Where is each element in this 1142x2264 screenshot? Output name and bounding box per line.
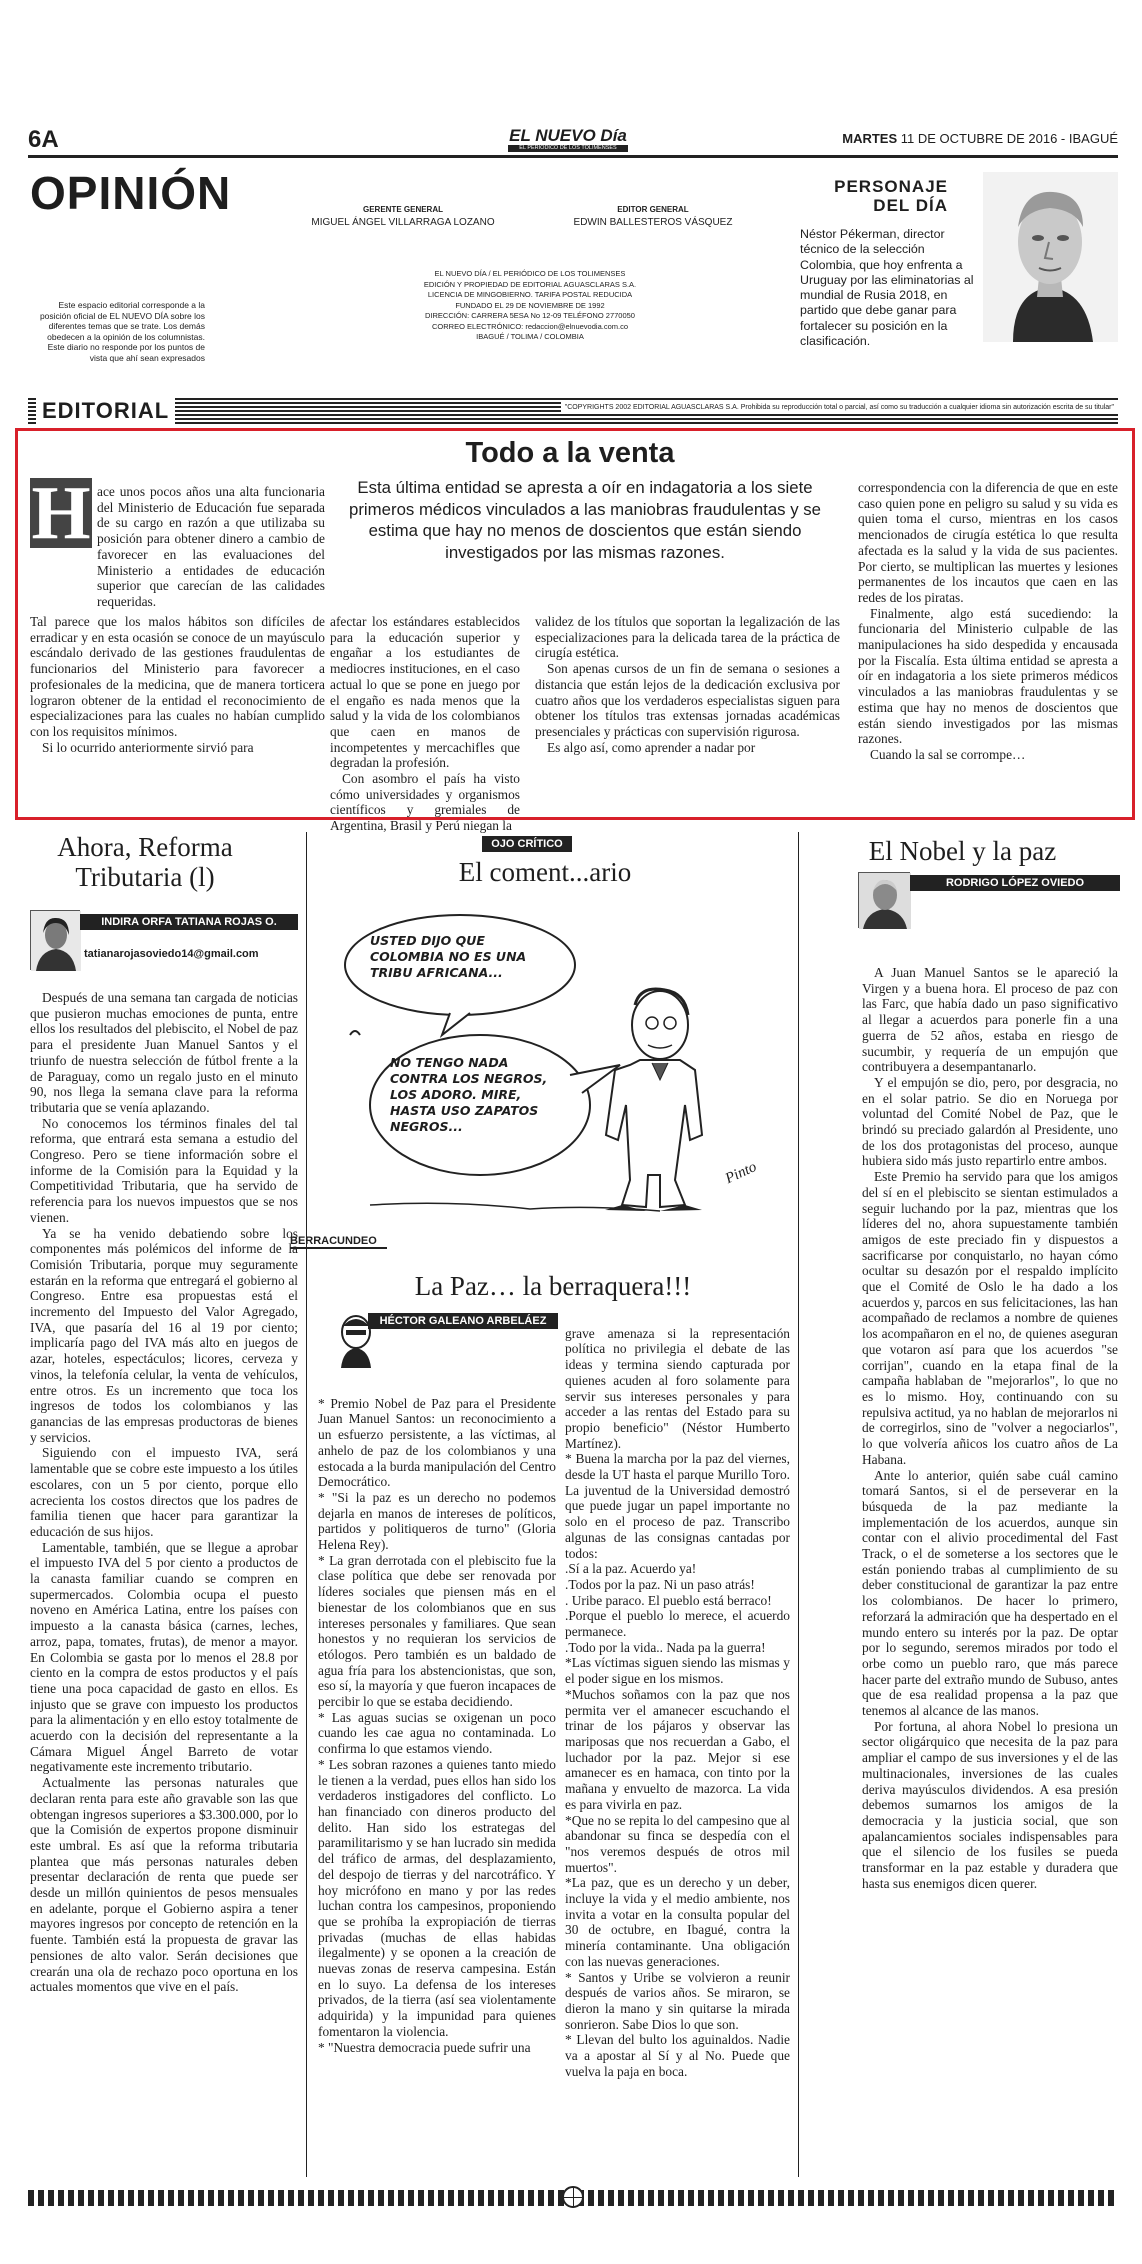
author-tag: INDIRA ORFA TATIANA ROJAS O. — [80, 914, 298, 930]
publisher-info — [400, 269, 660, 343]
left-column-body — [30, 990, 298, 2180]
editorial-paragraph: ace unos pocos años una alta funcionaria del Ministerio de Educación fue separada de su cargo en razón a que utilizaba su posición para obtener dinero a cambio de favorecer en las evaluaciones del Ministerio a entidades de educación superior que carecían de las calidades requeridas. — [97, 484, 325, 609]
author-tag: RODRIGO LÓPEZ OVIEDO — [910, 875, 1120, 891]
editorial-paragraph: Finalmente, algo está sucediendo: la funcionaria del Ministerio culpable de las manipulaciones ha sido despedida y encausada por la Fiscalía. Esta última entidad se apresta a oír en indagatoria a los siete primeros médicos vinculados a las maniobras fraudulentas y se estima que hay no menos de doscientos que están siendo investigados por las mismas razones. — [858, 605, 1118, 747]
editorial-column-1 — [97, 484, 325, 614]
date-rest: 11 DE OCTUBRE DE 2016 - IBAGUÉ — [900, 131, 1118, 146]
editorial-column-1-cont — [30, 614, 325, 814]
personaje-text: Néstor Pékerman, director técnico de la selección Colombia, que hoy enfrenta a Uruguay por las eliminatorias al mundial de Rusia 2018, en partido que debe ganar para fortalecer su posición en la clasificación. — [800, 227, 974, 349]
editorial-paragraph: Son apenas cursos de un fin de semana o sesiones a distancia que están lejos de la dedicación exclusiva por cuatro años que los verdaderos especialistas siguen para obtener los títulos tras extensas jornadas académicas presenciales y prácticas con supervisión rigurosa. — [535, 661, 840, 739]
personaje-title — [800, 177, 948, 215]
editorial-paragraph: Cuando la sal se corrompe… — [870, 746, 1026, 762]
publisher-line: CORREO ELECTRÓNICO: redaccion@elnuevodia.com.co — [431, 321, 628, 331]
header-rule — [28, 155, 1118, 158]
personaje-photo — [983, 172, 1118, 342]
editorial-paragraph: Es algo así, como aprender a nadar por — [547, 739, 756, 755]
editorial-paragraph: Con asombro el país ha visto cómo universidades y organismos científicos y gremiales de Argentina, Brasil y Perú niegan la — [330, 771, 520, 834]
general-editor-label: EDITOR GENERAL — [617, 205, 689, 214]
editorial-paragraph: Tal parece que los malos hábitos son difíciles de erradicar y en esta ocasión se conoce de un mayúsculo escándalo derivado de las gestiones fraudulentas de funcionarios del Ministerio para favorecer a profesionales de la medicina, que de manera torticera lograron obtener de la entidad el reconocimiento de especializaciones para las cuales no habían cumplido con los requisitos mínimos. — [30, 614, 325, 739]
author-photo-lopez — [858, 872, 910, 928]
editorial-paragraph: Si lo ocurrido anteriormente sirvió para — [42, 739, 254, 755]
author-email[interactable]: tatianarojasoviedo14@gmail.com — [84, 948, 259, 960]
column-paragraph: No conocemos los términos finales del tal reforma, que entrará esta semana a estudio del Congreso. Pero se tiene información sobre el informe de la Comisión para la Equidad y la Competitividad Tributaria, que ha servido de referencia para los nuevos impuestos que se nos vienen. — [30, 1115, 298, 1225]
cartoon-title: El coment...ario — [458, 857, 632, 887]
general-editor-name: EDWIN BALLESTEROS VÁSQUEZ — [573, 217, 733, 228]
editorial-paragraph: correspondencia con la diferencia de que en este caso quien pone en peligro su salud y su vida es quien toma el curso, mientras en los casos mencionados de cirugía estética lo que resulta afectada es la salud y la vida de sus pacientes. Por cierto, se multiplican las muertes y lesiones permanentes de los incautos que caen en las redes de los piratas. — [858, 480, 1118, 605]
page-header — [28, 127, 1118, 153]
editorial-pullquote: Esta última entidad se apresta a oír en indagatoria a los siete primeros médicos vinculados a las maniobras fraudulentas y se estima que hay no menos de doscientos que están siendo investigados por las mismas razones. — [349, 478, 821, 562]
column-paragraph: Ya se ha venido debatiendo sobre los componentes más polémicos del informe de la Comisión Tributaria, porque muy seguramente estarán en la reforma que entregará el gobierno al Congreso. Entre esa propuestas está el incremento del Impuesto del Valor Agregado, IVA, que pasaría del 16 al 19 por ciento; implicaría pago del IVA más alto en juegos de azar, hoteles, espectáculos; licores, cerveza y vinos, la telefonía celular, la venta de vehículos, entre otros. Es un incremento que toca los ingresos de todos los colombianos y las ganancias de las empresas productoras de bienes y servicios. — [30, 1225, 298, 1445]
personaje-title-line1: PERSONAJE — [834, 177, 948, 196]
editorial-dropcap: H — [31, 471, 91, 555]
editorial-headline: Todo a la venta — [465, 437, 675, 469]
column-paragraph: Actualmente las personas naturales que declaran renta para este año gravable son las que obtengan ingresos superiores a $3.300.000, por lo que la Comisión de expertos propone disminuir este umbral. Es así que la reforma tributaria plantea que más personas naturales deben presentar declaración de renta que puede ser desde un millón quinientos de pesos mensuales en adelante, porque el Gobierno aspira a tener mayores ingresos por concepto de retención en la fuente. También está la propuesta de gravar las pensiones de alto valor. Serán decisiones que crearán una ola de rechazo poco oportuna en los actuales momentos que vive en el país. — [30, 1775, 298, 1995]
page-number: 6A — [28, 126, 59, 153]
pekerman-portrait — [983, 172, 1118, 342]
editorial-label: EDITORIAL — [36, 398, 175, 424]
column-paragraph: Ante lo anterior, quién sabe cuál camino tomará Santos, si el de perseverar en la búsqueda de la paz mediante la implementación de los acuerdos, aunque sin contar con el alivio procedimental del Fast Track, o el de someterse a los sectores que le están poniendo trabas al cumplimiento de su deber constitucional de garantizar la paz entre los colombianos. De hacer lo primero, reforzará la admiración que ha despertado en el mundo entero su interés por la paz. De optar por lo segundo, seremos mirados por todo el orbe como un pueblo raro, que más parece hacer parte del extraño mundo de Subuso, antes que de esa realidad propensa a la paz que tenemos al alcance de las manos. — [862, 1467, 1118, 1719]
publisher-line: EDICIÓN Y PROPIEDAD DE EDITORIAL AGUASCLARAS S.A. — [423, 279, 637, 289]
column-paragraph: Y el empujón se dio, pero, por desgracia, no en el solar patrio. Se dio en Noruega por voluntad del Comité Nobel de Paz, que le brindó su preciado galardón al Presidente, uno de los dos protagonistas del proceso, aunque hubiera sido más justo repartirlo entre ambos. — [862, 1074, 1118, 1169]
berracundeo-text: * Premio Nobel de Paz para el Presidente Juan Manuel Santos: un reconocimiento a un esfuerzo persistente, a las víctimas, al anhelo de paz de los colombianos y una estocada a la burda manipulación del Centro Democrático. * "Si la paz es un derecho no podemos dejarla en manos de intereses de políticos, partidos y politiqueros de turno" (Gloria Helena Rey). * La gran derrotada con el plebiscito fue la clase política que debe ser renovada por líderes sociales que piensen más en el bienestar de los colombianos que en sus intereses personales y familiares. Que sean honestos y no requieran los servicios de etólogos. Pero también es un baldado de agua fría para los abstencionistas, que son, eso sí, la mayoría y que fueron incapaces de percibir lo que se estaba decidiendo. * Las aguas sucias se oxigenan un poco cuando les cae agua no contaminada. Lo confirma lo que estamos viendo. * Les sobran razones a quienes tanto miedo le tienen a la verdad, pues ellos han sido los verdaderos instigadores del conflicto. Lo han financiado con dineros producto del delito. Han sido los estrategas del paramilitarismo y se han lucrado sin medida del tráfico de armas, del desplazamiento, del despojo de tierras y del narcotráfico. Y hoy micrófono en mano y por las redes luchan contra los campesinos, proponiendo que se prohíba la expropiación de tierras privadas (muchas de ellas habidas ilegalmente) y se oponen a la creación de nuevas zonas de reserva campesina. Están en lo suyo. La defensa de los intereses privados, de la tierra (así sea violentamente adquirida) y la impunidad para quienes fomentaron la violencia. * "Nuestra democracia puede sufrir una — [318, 1395, 556, 2055]
left-column-title: Ahora, Reforma Tributaria (l) — [57, 832, 233, 892]
editorial-column-2 — [330, 614, 520, 834]
cartoonist-signature: Pinto — [722, 1158, 760, 1188]
publisher-line: IBAGUÉ / TOLIMA / COLOMBIA — [476, 332, 584, 341]
general-manager-name: MIGUEL ÁNGEL VILLARRAGA LOZANO — [311, 217, 495, 228]
column-paragraph: A Juan Manuel Santos se le apareció la Virgen y a buena hora. El proceso de paz con las Farc, que había dado un paso significativo al llegar a acuerdos para ponerle fin a una guerra de 52 años, estaba en riesgo de sucumbir, y requería de un empujón que contribuyera a desempantanarlo. — [862, 965, 1118, 1075]
masthead-logo — [508, 127, 628, 152]
berracundeo-text: grave amenaza si la representación política no privilegia el debate de las ideas y termina siendo capturada por quienes acuden al foro solamente para servir sus intereses personales y para acceder a las rentas del Estado para su propio beneficio" (Néstor Humberto Martínez). * Buena la marcha por la paz del viernes, desde la UT hasta el parque Murillo Toro. La juventud de la Universidad demostró que puede jugar un papel importante no solo en el proceso de paz. Transcribo algunas de las consignas cantadas por todos: .Sí a la paz. Acuerdo ya! .Todos por la paz. Ni un paso atrás! . Uribe paraco. El pueblo está berraco! .Porque el pueblo lo merece, el acuerdo permanece. .Todo por la vida.. Nada pa la guerra! *Las víctimas siguen siendo las mismas y el poder sigue en los mismos. *Muchos soñamos con la paz que nos permita ver el amanecer escuchando el trinar de los pájaros y observar las mariposas que nos recuerdan a Gabo, el luchador por la paz. Mejor si ese amanecer es en hamaca, con tinto por la mañana y envuelto de mazorca. La vida es para vivirla en paz. *Que no se repita lo del campesino que al abandonar su finca se despedía con el "nos veremos después de otros mil muertos". *La paz, que es un derecho y un deber, incluye la vida y el medio ambiente, nos invita a votar en la consulta popular del 30 de octubre, en Ibagué, contra la minería contaminante. Una obligación con las nuevas generaciones. * Santos y Uribe se volvieron a reunir después de varios años. Se miraron, se dieron la mano y sin quitarse la mirada sonrieron. Sabe Dios lo que son. * Llevan del bulto los aguinaldos. Nadie va a apostar al Sí y al No. Puede que vuelva la paja en boca. — [565, 1325, 790, 2079]
column-paragraph: Siguiendo con el impuesto IVA, será lamentable que se cobre este impuesto a los útiles escolares, con un 5 por ciento, porque ello acrecienta los costos directos que los padres de familia tienen que hacer para garantizar la educación de sus hijos. — [30, 1445, 298, 1539]
berracundeo-section-tag: BERRACUNDEO — [290, 1235, 387, 1249]
speech-bubble-1: USTED DIJO QUE COLOMBIA NO ES UNA TRIBU AFRICANA... — [370, 933, 527, 980]
author-portrait — [859, 873, 911, 929]
publisher-line: LICENCIA DE MINGOBIERNO. TARIFA POSTAL REDUCIDA — [427, 290, 633, 299]
column-paragraph: Por fortuna, al ahora Nobel lo presiona un sector oligárquico que necesita de la paz para ampliar el campo de sus inversiones y el de las multinacionales, inversiones de las cuales deriva mayúsculos dividendos. A esa presión debemos sumarnos los amigos de la democracia y la justicia social, que son apalancamientos sociales indispensables para que el silencio de los fusiles se pueda transformar en la paz estable y duradera que hasta sus enemigos dicen querer. — [862, 1718, 1118, 1891]
editorial-paragraph: validez de los títulos que soportan la legalización de las especializaciones para la delicada tarea de la práctica de cirugía estética. — [535, 614, 840, 661]
registration-mark-icon — [562, 2186, 584, 2208]
column-divider — [798, 832, 799, 2177]
berracundeo-title: La Paz… la berraquera!!! — [414, 1271, 692, 1301]
right-column-body — [862, 965, 1118, 2177]
author-portrait — [31, 911, 81, 971]
cartoon-section-tag: OJO CRÍTICO — [482, 836, 572, 852]
berracundeo-column-1 — [318, 1380, 556, 2175]
column-paragraph: Este Premio ha servido para que los amigos del sí en el plebiscito se sientan estimulados a seguir luchando por la paz, mientras que los líderes del no, ahora supuestamente también amigos de este preciado fin y dispuestos a sacrificarse por conquistarlo, no hayan cómo ocultar su desazón por el respaldo implícito que el Comité de Oslo le ha dado a los acuerdos y, parcos en sus felicitaciones, las han acompañado de reclamos a nombre de quienes los acompañaron en el no, de quienes aseguran que votaron así para que los acuerdos "se corrijan", cuando en la etapa final de la campaña hablaban de "mejorarlos", lo que no es lo mismo. Hoy, continuando con su repulsiva actitud, ya no hablan de mejorarlos ni de corregirlos, sino de "volver a negociarlos", lo que volvería añicos los cuatro años de La Habana. — [862, 1169, 1118, 1467]
editorial-column-3 — [535, 614, 840, 810]
publisher-line: EL NUEVO DÍA / EL PERIÓDICO DE LOS TOLIMENSES — [434, 269, 626, 278]
publisher-line: FUNDADO EL 29 DE NOVIEMBRE DE 1992 — [455, 300, 605, 310]
copyright-notice: "COPYRIGHTS 2002 EDITORIAL AGUASCLARAS S.A. Prohibida su reproducción total o parcial, así como su traducción a cualquier idioma sin autorización escrita de su titular" — [561, 402, 1118, 414]
right-column-title: El Nobel y la paz — [868, 836, 1057, 866]
masthead-title: EL NUEVO Día — [509, 126, 627, 145]
editorial-disclaimer: Este espacio editorial corresponde a la posición oficial de EL NUEVO DÍA sobre los diferentes temas que se trate. Los demás obedecen a la opinión de los columnistas. Este diario no responde por los puntos de vista que ahí sean expresados — [39, 300, 205, 363]
publisher-line: DIRECCIÓN: CARRERA 5ESA No 12-09 TELÉFONO 2770050 — [425, 311, 635, 320]
masthead-subtitle: EL PERIÓDICO DE LOS TOLIMENSES — [508, 145, 628, 152]
date-line — [842, 131, 1118, 147]
berracundeo-column-2 — [565, 1310, 790, 2175]
cartoon-illustration — [330, 905, 790, 1220]
editorial-paragraph: afectar los estándares establecidos para la educación superior y engañar a los estudiantes de mediocres instituciones, en el caso actual lo que se pone en juego por el engaño es nada menos que la salud y la vida de los colombianos que caen en manos de incompetentes y mercachifles que degradan la profesión. — [330, 614, 520, 771]
date-weekday: MARTES — [842, 131, 898, 146]
author-photo-rojas — [30, 910, 80, 970]
editorial-bar — [28, 398, 1118, 424]
speech-bubble-2: NO TENGO NADA CONTRA LOS NEGROS, LOS ADORO. MIRE, HASTA USO ZAPATOS NEGROS... — [390, 1055, 548, 1134]
editorial-column-4 — [858, 480, 1118, 810]
section-title: OPINIÓN — [30, 167, 232, 219]
column-paragraph: Después de una semana tan cargada de noticias que pusieron muchas emociones de punta, entre ellos los resultados del plebiscito, el Nobel de paz para el presidente Juan Manuel Santos y el triunfo de nuestra selección de fútbol frente a la de Paraguay, como un regalo justo en el minuto 90, nos llega la semana clave para la reforma tributaria que se venía aplazando. — [30, 990, 298, 1115]
personaje-del-dia — [800, 172, 1120, 387]
personaje-title-line2: DEL DÍA — [873, 196, 948, 215]
general-manager-label: GERENTE GENERAL — [362, 205, 443, 214]
column-divider — [306, 832, 307, 2177]
author-tag: HÉCTOR GALEANO ARBELÁEZ — [368, 1313, 558, 1329]
column-paragraph: Lamentable, también, que se llegue a aprobar el impuesto IVA del 5 por ciento a productos de la canasta familiar cuando se compren en supermercados. Colombia ocupa el puesto noveno en América Latina, entre los países con impuesto a la canasta básica (carnes, leches, arroz, papa, tomates, frutas), de menor a mayor. En Colombia se gasta por lo menos el 28.8 por ciento en la compra de estos productos y el país tiene una poca capacidad de gasto en ellos. Es injusto que se grave con impuesto los productos para la alimentación y en ello estoy totalmente de acuerdo con la decisión del representante a la Cámara Miguel Ángel Barreto de votar negativamente este incremento tributario. — [30, 1539, 298, 1775]
